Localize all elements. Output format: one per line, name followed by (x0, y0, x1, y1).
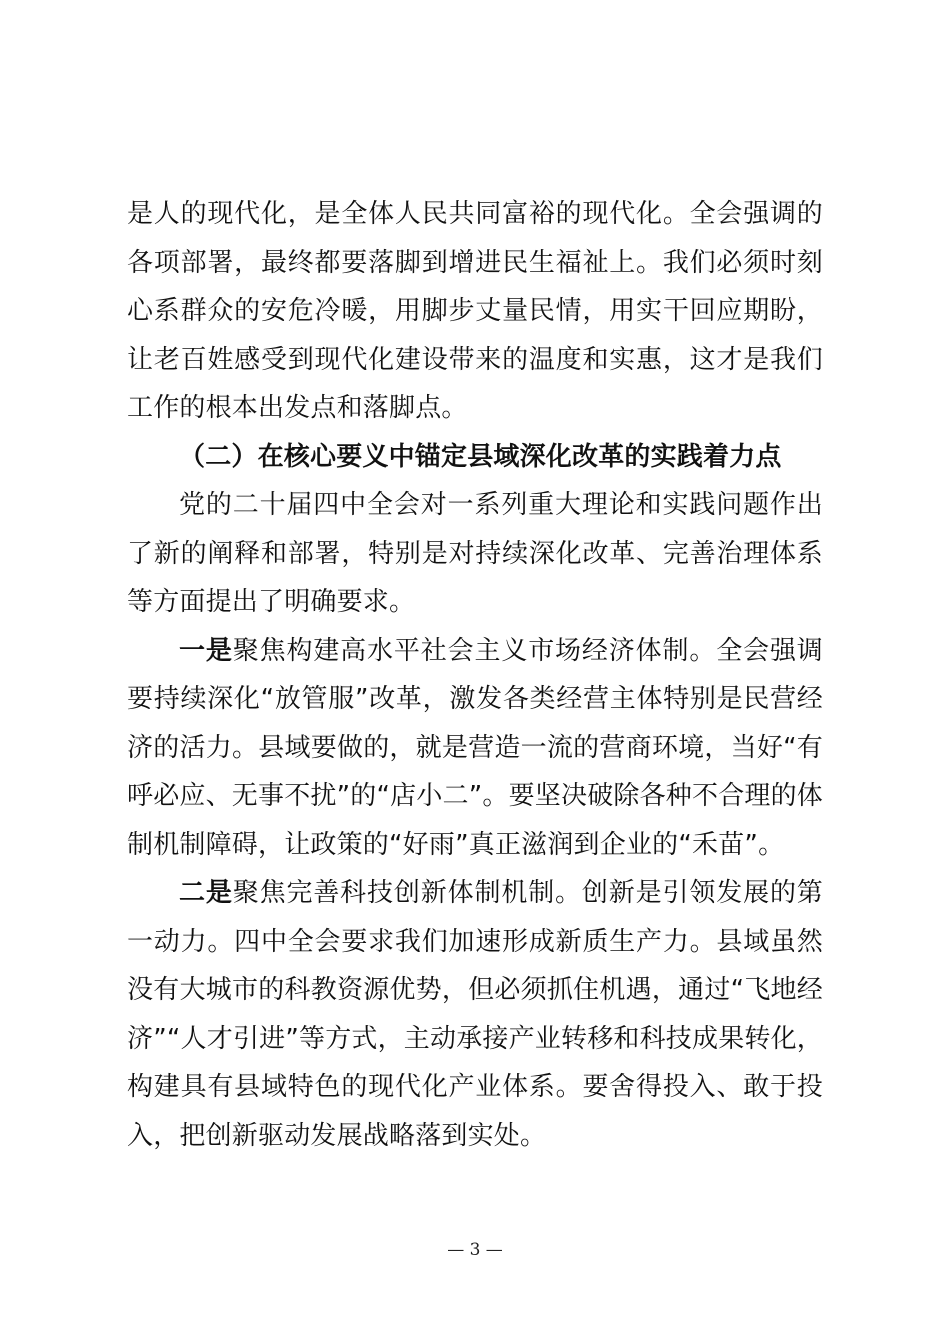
point-two-lead: 二是 (179, 878, 233, 908)
paragraph-point-two (127, 869, 823, 1160)
point-one-lead: 一是 (179, 635, 233, 666)
paragraph-point-one (127, 627, 823, 870)
section-heading: （二）在核心要义中锚定县域深化改革的实践着力点 (179, 441, 782, 472)
point-two-text: 聚焦完善科技创新体制机制。创新是引领发展的第一动力。四中全会要求我们加速形成新质生产力。县域虽然没有大城市的科教资源优势，但必须抓住机遇，通过“飞地经济”“人才引进”等方式，主动承接产业转移和科技成果转化，构建具有县域特色的现代化产业体系。要舍得投入、敢于投入，把创新驱动发展战略落到实处。 (127, 878, 824, 1151)
page-number: — 3 — (447, 1240, 503, 1260)
paragraph-intro: 党的二十届四中全会对一系列重大理论和实践问题作出了新的阐释和部署，特别是对持续深化改革、完善治理体系等方面提出了明确要求。 (127, 490, 823, 617)
point-one-text: 聚焦构建高水平社会主义市场经济体制。全会强调要持续深化“放管服”改革，激发各类经营主体特别是民营经济的活力。县域要做的，就是营造一流的营商环境，当好“有呼必应、无事不扰”的“店小二”。要坚决破除各种不合理的体制机制障碍，让政策的“好雨”真正滋润到企业的“禾苗”。 (127, 635, 824, 860)
paragraph-continuation: 是人的现代化，是全体人民共同富裕的现代化。全会强调的各项部署，最终都要落脚到增进民生福祉上。我们必须时刻心系群众的安危冷暖，用脚步丈量民情，用实干回应期盼，让老百姓感受到现代化建设带来的温度和实惠，这才是我们工作的根本出发点和落脚点。 (127, 199, 823, 423)
document-body (127, 190, 823, 1160)
